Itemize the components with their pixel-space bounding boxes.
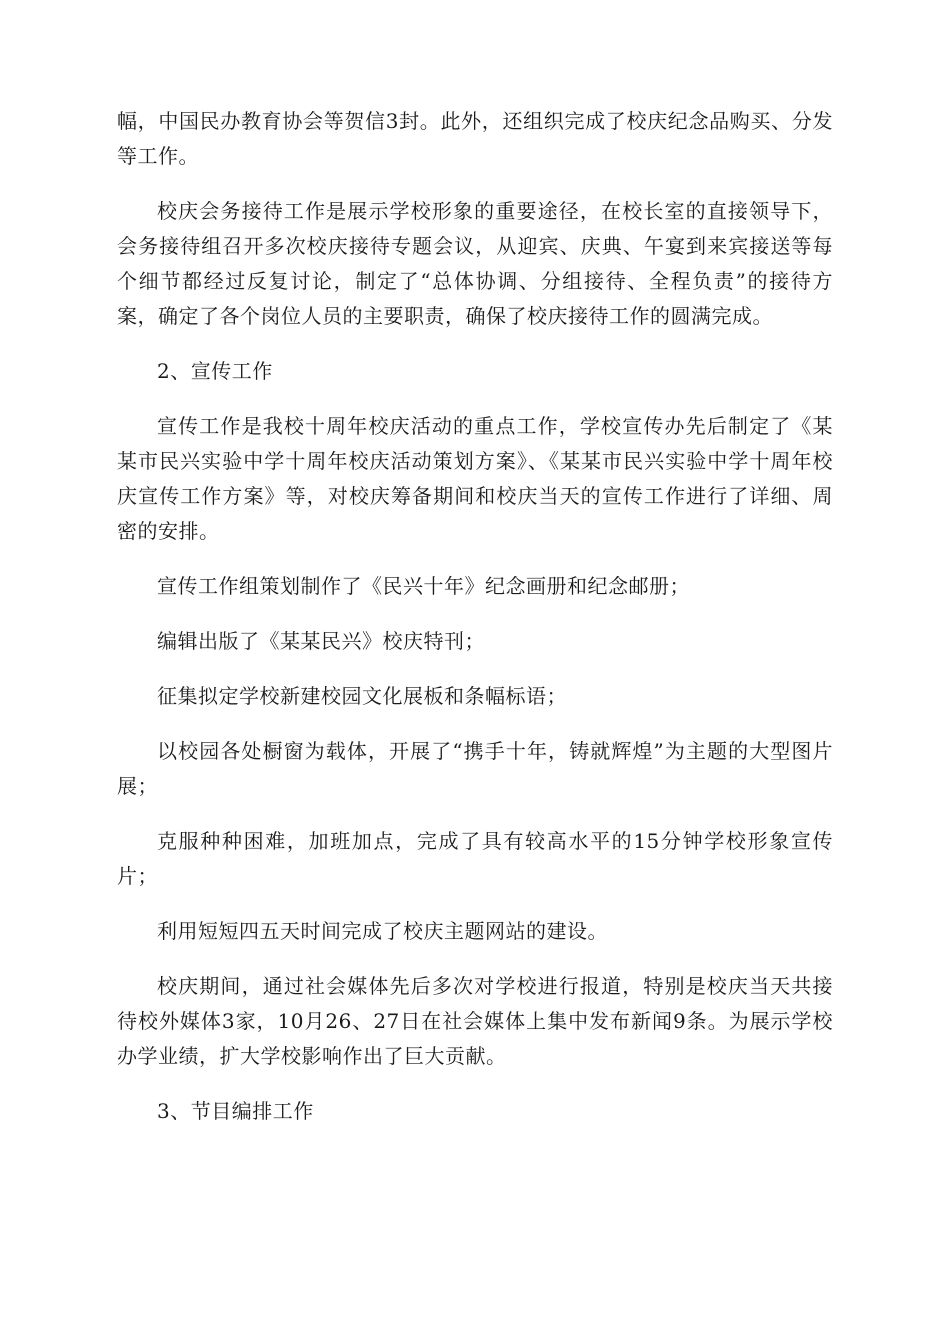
paragraph-promo-video: 克服种种困难，加班加点，完成了具有较高水平的15分钟学校形象宣传片； [117, 829, 833, 888]
section-heading-publicity: 2、宣传工作 [157, 359, 273, 383]
paragraph-continuation: 幅，中国民办教育协会等贺信3封。此外，还组织完成了校庆纪念品购买、分发等工作。 [117, 109, 833, 168]
section-heading-programs: 3、节目编排工作 [157, 1099, 314, 1123]
paragraph-album: 宣传工作组策划制作了《民兴十年》纪念画册和纪念邮册； [157, 574, 690, 598]
paragraph-photo-exhibit: 以校园各处橱窗为载体，开展了“携手十年，铸就辉煌”为主题的大型图片展； [117, 739, 833, 798]
paragraph-reception: 校庆会务接待工作是展示学校形象的重要途径，在校长室的直接领导下，会务接待组召开多次校庆接待专题会议，从迎宾、庆典、午宴到来宾接送等每个细节都经过反复讨论，制定了“总体协调、分组接待、全程负责”的接待方案，确定了各个岗位人员的主要职责，确保了校庆接待工作的圆满完成。 [117, 199, 833, 328]
paragraph-publicity-intro: 宣传工作是我校十周年校庆活动的重点工作，学校宣传办先后制定了《某某市民兴实验中学十周年校庆活动策划方案》、《某某市民兴实验中学十周年校庆宣传工作方案》等，对校庆筹备期间和校庆当天的宣传工作进行了详细、周密的安排。 [117, 414, 833, 543]
paragraph-website: 利用短短四五天时间完成了校庆主题网站的建设。 [157, 919, 608, 943]
document-page [117, 104, 833, 1149]
paragraph-special-issue: 编辑出版了《某某民兴》校庆特刊； [157, 629, 485, 653]
paragraph-media: 校庆期间，通过社会媒体先后多次对学校进行报道，特别是校庆当天共接待校外媒体3家，10月26、27日在社会媒体上集中发布新闻9条。为展示学校办学业绩，扩大学校影响作出了巨大贡献。 [117, 974, 833, 1068]
paragraph-banners: 征集拟定学校新建校园文化展板和条幅标语； [157, 684, 567, 708]
